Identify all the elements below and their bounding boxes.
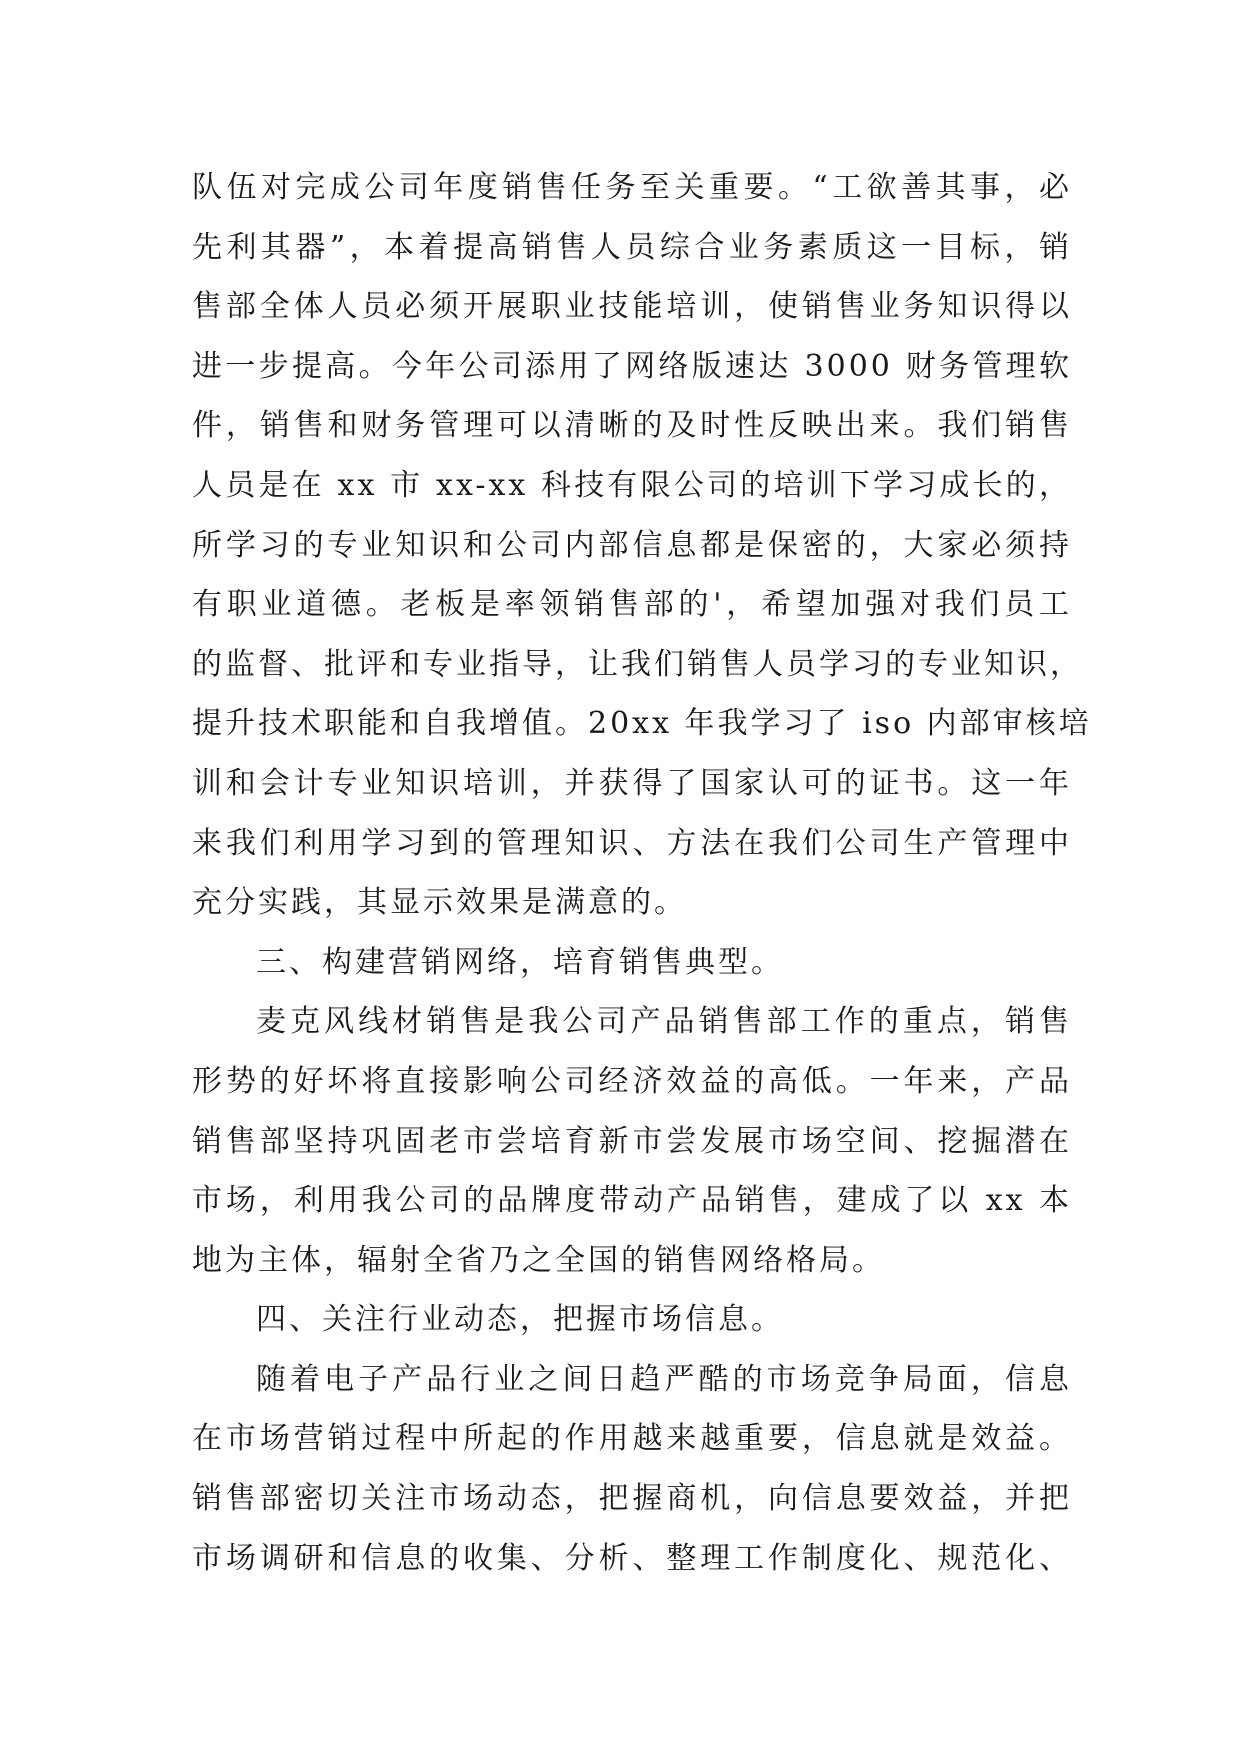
body-line: 的监督、批评和专业指导，让我们销售人员学习的专业知识， bbox=[192, 646, 1083, 682]
body-line: 地为主体，辐射全省乃之全国的销售网络格局。 bbox=[192, 1242, 885, 1278]
document-body bbox=[192, 158, 1092, 1588]
body-line: 进一步提高。今年公司添用了网络版速达 3000 财务管理软 bbox=[192, 348, 1072, 384]
body-line: 市场，利用我公司的品牌度带动产品销售，建成了以 xx 本 bbox=[192, 1183, 1072, 1219]
body-line: 队伍对完成公司年度销售任务至关重要。“工欲善其事，必 bbox=[192, 170, 1072, 205]
body-line: 售部全体人员必须开展职业技能培训，使销售业务知识得以 bbox=[192, 289, 1072, 325]
body-line: 提升技术职能和自我增值。20xx 年我学习了 iso 内部审核培 bbox=[192, 706, 1092, 742]
body-line: 所学习的专业知识和公司内部信息都是保密的，大家必须持 bbox=[192, 527, 1072, 563]
paragraph-first-line: 麦克风线材销售是我公司产品销售部工作的重点，销售 bbox=[256, 1004, 1072, 1040]
body-line: 销售部密切关注市场动态，把握商机，向信息要效益，并把 bbox=[192, 1481, 1072, 1517]
body-line: 件，销售和财务管理可以清晰的及时性反映出来。我们销售 bbox=[192, 408, 1072, 444]
section-heading: 四、关注行业动态，把握市场信息。 bbox=[256, 1302, 784, 1338]
body-line: 有职业道德。老板是率领销售部的'，希望加强对我们员工 bbox=[192, 587, 1072, 623]
body-line: 来我们利用学习到的管理知识、方法在我们公司生产管理中 bbox=[192, 825, 1072, 861]
body-line: 先利其器”，本着提高销售人员综合业务素质这一目标，销 bbox=[192, 229, 1072, 265]
section-heading: 三、构建营销网络，培育销售典型。 bbox=[256, 944, 784, 980]
body-line: 形势的好坏将直接影响公司经济效益的高低。一年来，产品 bbox=[192, 1063, 1072, 1099]
body-line: 销售部坚持巩固老市尝培育新市尝发展市场空间、挖掘潜在 bbox=[192, 1123, 1072, 1159]
body-line: 训和会计专业知识培训，并获得了国家认可的证书。这一年 bbox=[192, 765, 1072, 801]
body-line: 人员是在 xx 市 xx-xx 科技有限公司的培训下学习成长的， bbox=[192, 467, 1072, 503]
body-line: 市场调研和信息的收集、分析、整理工作制度化、规范化、 bbox=[192, 1540, 1072, 1576]
paragraph-first-line: 随着电子产品行业之间日趋严酷的市场竞争局面，信息 bbox=[256, 1361, 1072, 1397]
body-line: 充分实践，其显示效果是满意的。 bbox=[192, 885, 687, 921]
body-line: 在市场营销过程中所起的作用越来越重要，信息就是效益。 bbox=[192, 1421, 1072, 1457]
